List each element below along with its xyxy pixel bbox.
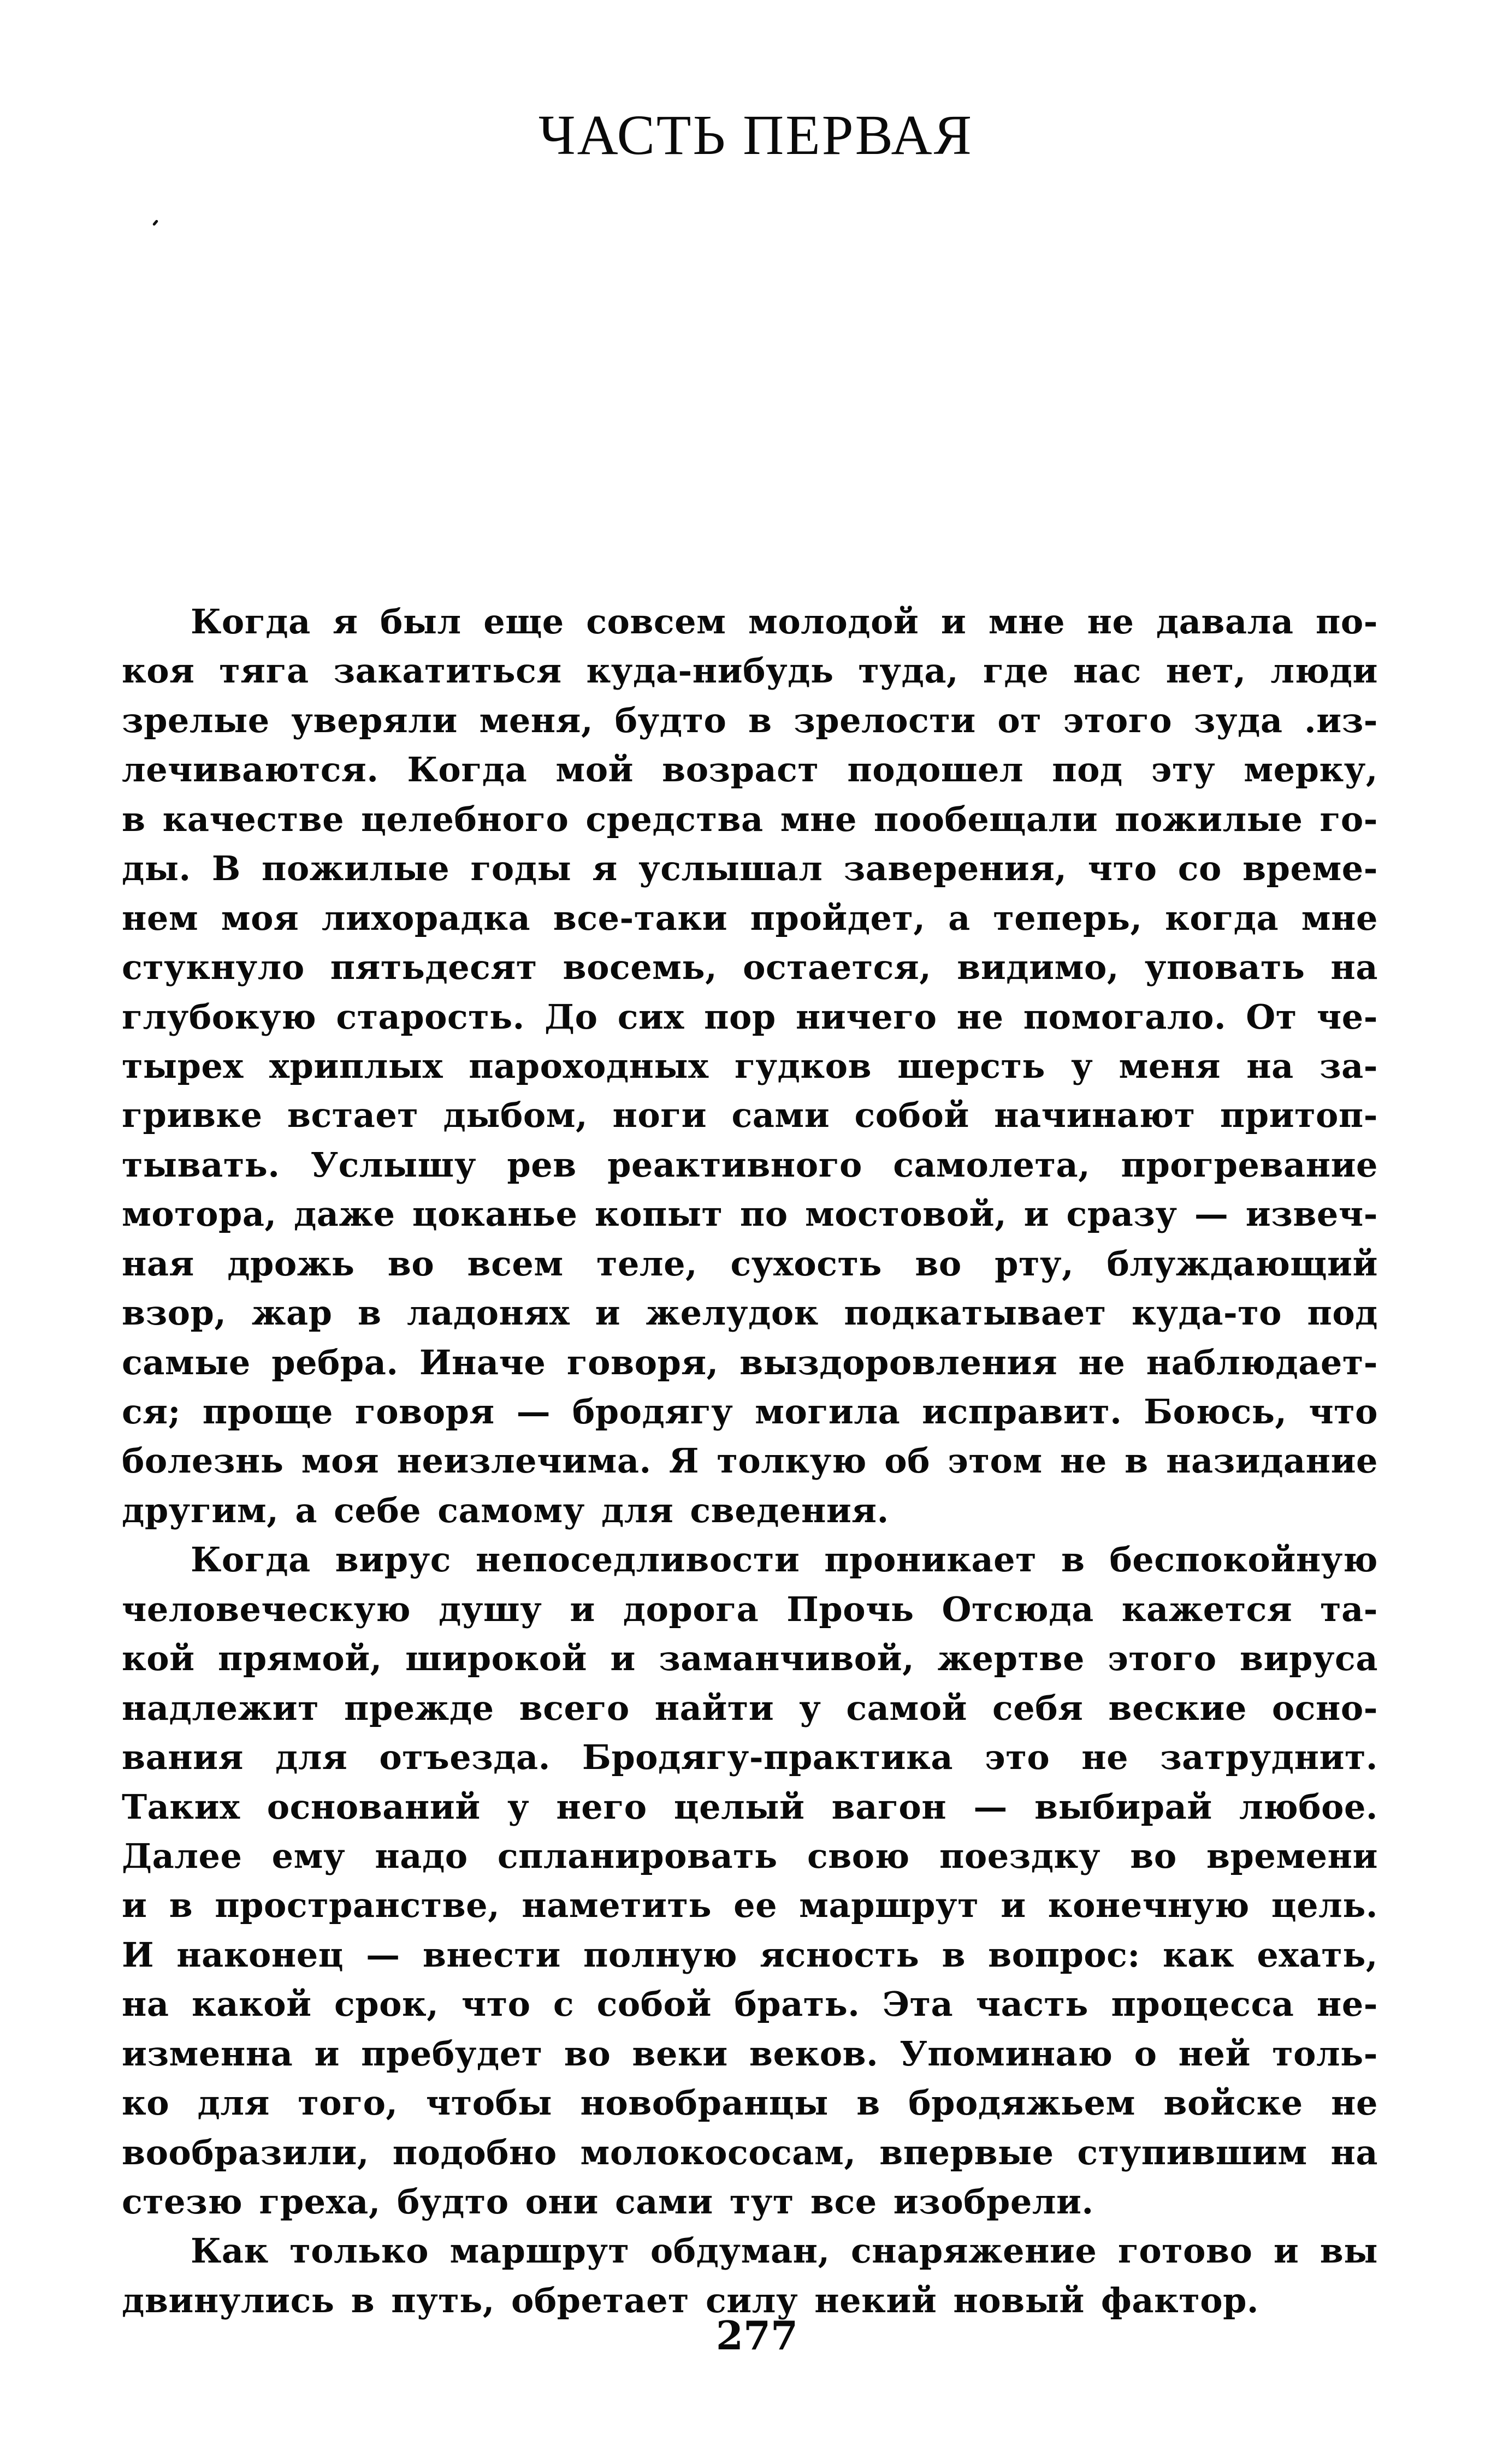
paragraph: [122, 597, 1378, 1535]
text-line: И наконец — внести полную ясность в вопрос: как ехать,: [122, 1934, 1378, 1975]
text-line: ная дрожь во всем теле, сухость во рту, блуждающий: [122, 1243, 1378, 1284]
text-line: нем моя лихорадка все-таки пройдет, а теперь, когда мне: [122, 898, 1378, 938]
page-number: 277: [715, 2312, 798, 2359]
text-line: вообразили, подобно молокососам, впервые ступившим на: [122, 2132, 1378, 2172]
text-line: взор, жар в ладонях и желудок подкатывает куда-то под: [122, 1293, 1378, 1333]
text-line: человеческую душу и дорога Прочь Отсюда кажется та-: [122, 1589, 1378, 1629]
paragraph: [122, 1535, 1378, 2226]
text-line: стукнуло пятьдесят восемь, остается, видимо, уповать на: [122, 947, 1378, 988]
paragraph: [122, 2226, 1378, 2325]
text-line: кой прямой, широкой и заманчивой, жертве этого вируса: [122, 1638, 1378, 1679]
text-line: изменна и пребудет во веки веков. Упоминаю о ней толь-: [122, 2033, 1378, 2074]
text-line: Как только маршрут обдуман, снаряжение готово и вы: [191, 2231, 1378, 2271]
text-line: лечиваются. Когда мой возраст подошел под эту мерку,: [122, 750, 1378, 790]
text-line: стезю греха, будто они сами тут все изобрели.: [122, 2182, 1094, 2222]
text-line: надлежит прежде всего найти у самой себя веские осно-: [122, 1688, 1378, 1728]
text-line: Далее ему надо спланировать свою поездку во времени: [122, 1836, 1378, 1876]
text-line: ся; проще говоря — бродягу могила исправит. Боюсь, что: [122, 1392, 1378, 1432]
text-line: ко для того, чтобы новобранцы в бродяжьем войске не: [122, 2083, 1378, 2123]
text-line: другим, а себе самому для сведения.: [122, 1490, 889, 1530]
text-line: тывать. Услышу рев реактивного самолета, прогревание: [122, 1144, 1378, 1185]
text-line: ды. В пожилые годы я услышал заверения, что со време-: [122, 848, 1378, 889]
body-text: [122, 597, 1378, 2325]
text-line: Когда я был еще совсем молодой и мне не давала по-: [191, 602, 1378, 642]
text-line: мотора, даже цоканье копыт по мостовой, и сразу — извеч-: [122, 1194, 1378, 1234]
text-line: Таких оснований у него целый вагон — выбирай любое.: [122, 1786, 1378, 1827]
text-line: на какой срок, что с собой брать. Эта часть процесса не-: [122, 1984, 1378, 2024]
text-line: самые ребра. Иначе говоря, выздоровления не наблюдает-: [122, 1342, 1378, 1382]
text-line: в качестве целебного средства мне пообещали пожилые го-: [122, 799, 1378, 839]
text-line: Когда вирус непоседливости проникает в беспокойную: [191, 1540, 1378, 1580]
part-heading: ЧАСТЬ ПЕРВАЯ: [539, 104, 973, 167]
print-speck: [152, 219, 159, 226]
text-line: и в пространстве, наметить ее маршрут и конечную цель.: [122, 1885, 1378, 1926]
text-line: двинулись в путь, обретает силу некий новый фактор.: [122, 2280, 1259, 2320]
text-line: вания для отъезда. Бродягу-практика это не затруднит.: [122, 1737, 1378, 1778]
text-line: зрелые уверяли меня, будто в зрелости от этого зуда .из-: [122, 700, 1378, 740]
text-line: болезнь моя неизлечима. Я толкую об этом не в назидание: [122, 1441, 1378, 1481]
text-line: тырех хриплых пароходных гудков шерсть у меня на за-: [122, 1046, 1378, 1086]
text-line: гривке встает дыбом, ноги сами собой начинают притоп-: [122, 1095, 1378, 1136]
text-line: коя тяга закатиться куда-нибудь туда, где нас нет, люди: [122, 651, 1378, 691]
text-line: глубокую старость. До сих пор ничего не помогало. От че-: [122, 996, 1378, 1037]
